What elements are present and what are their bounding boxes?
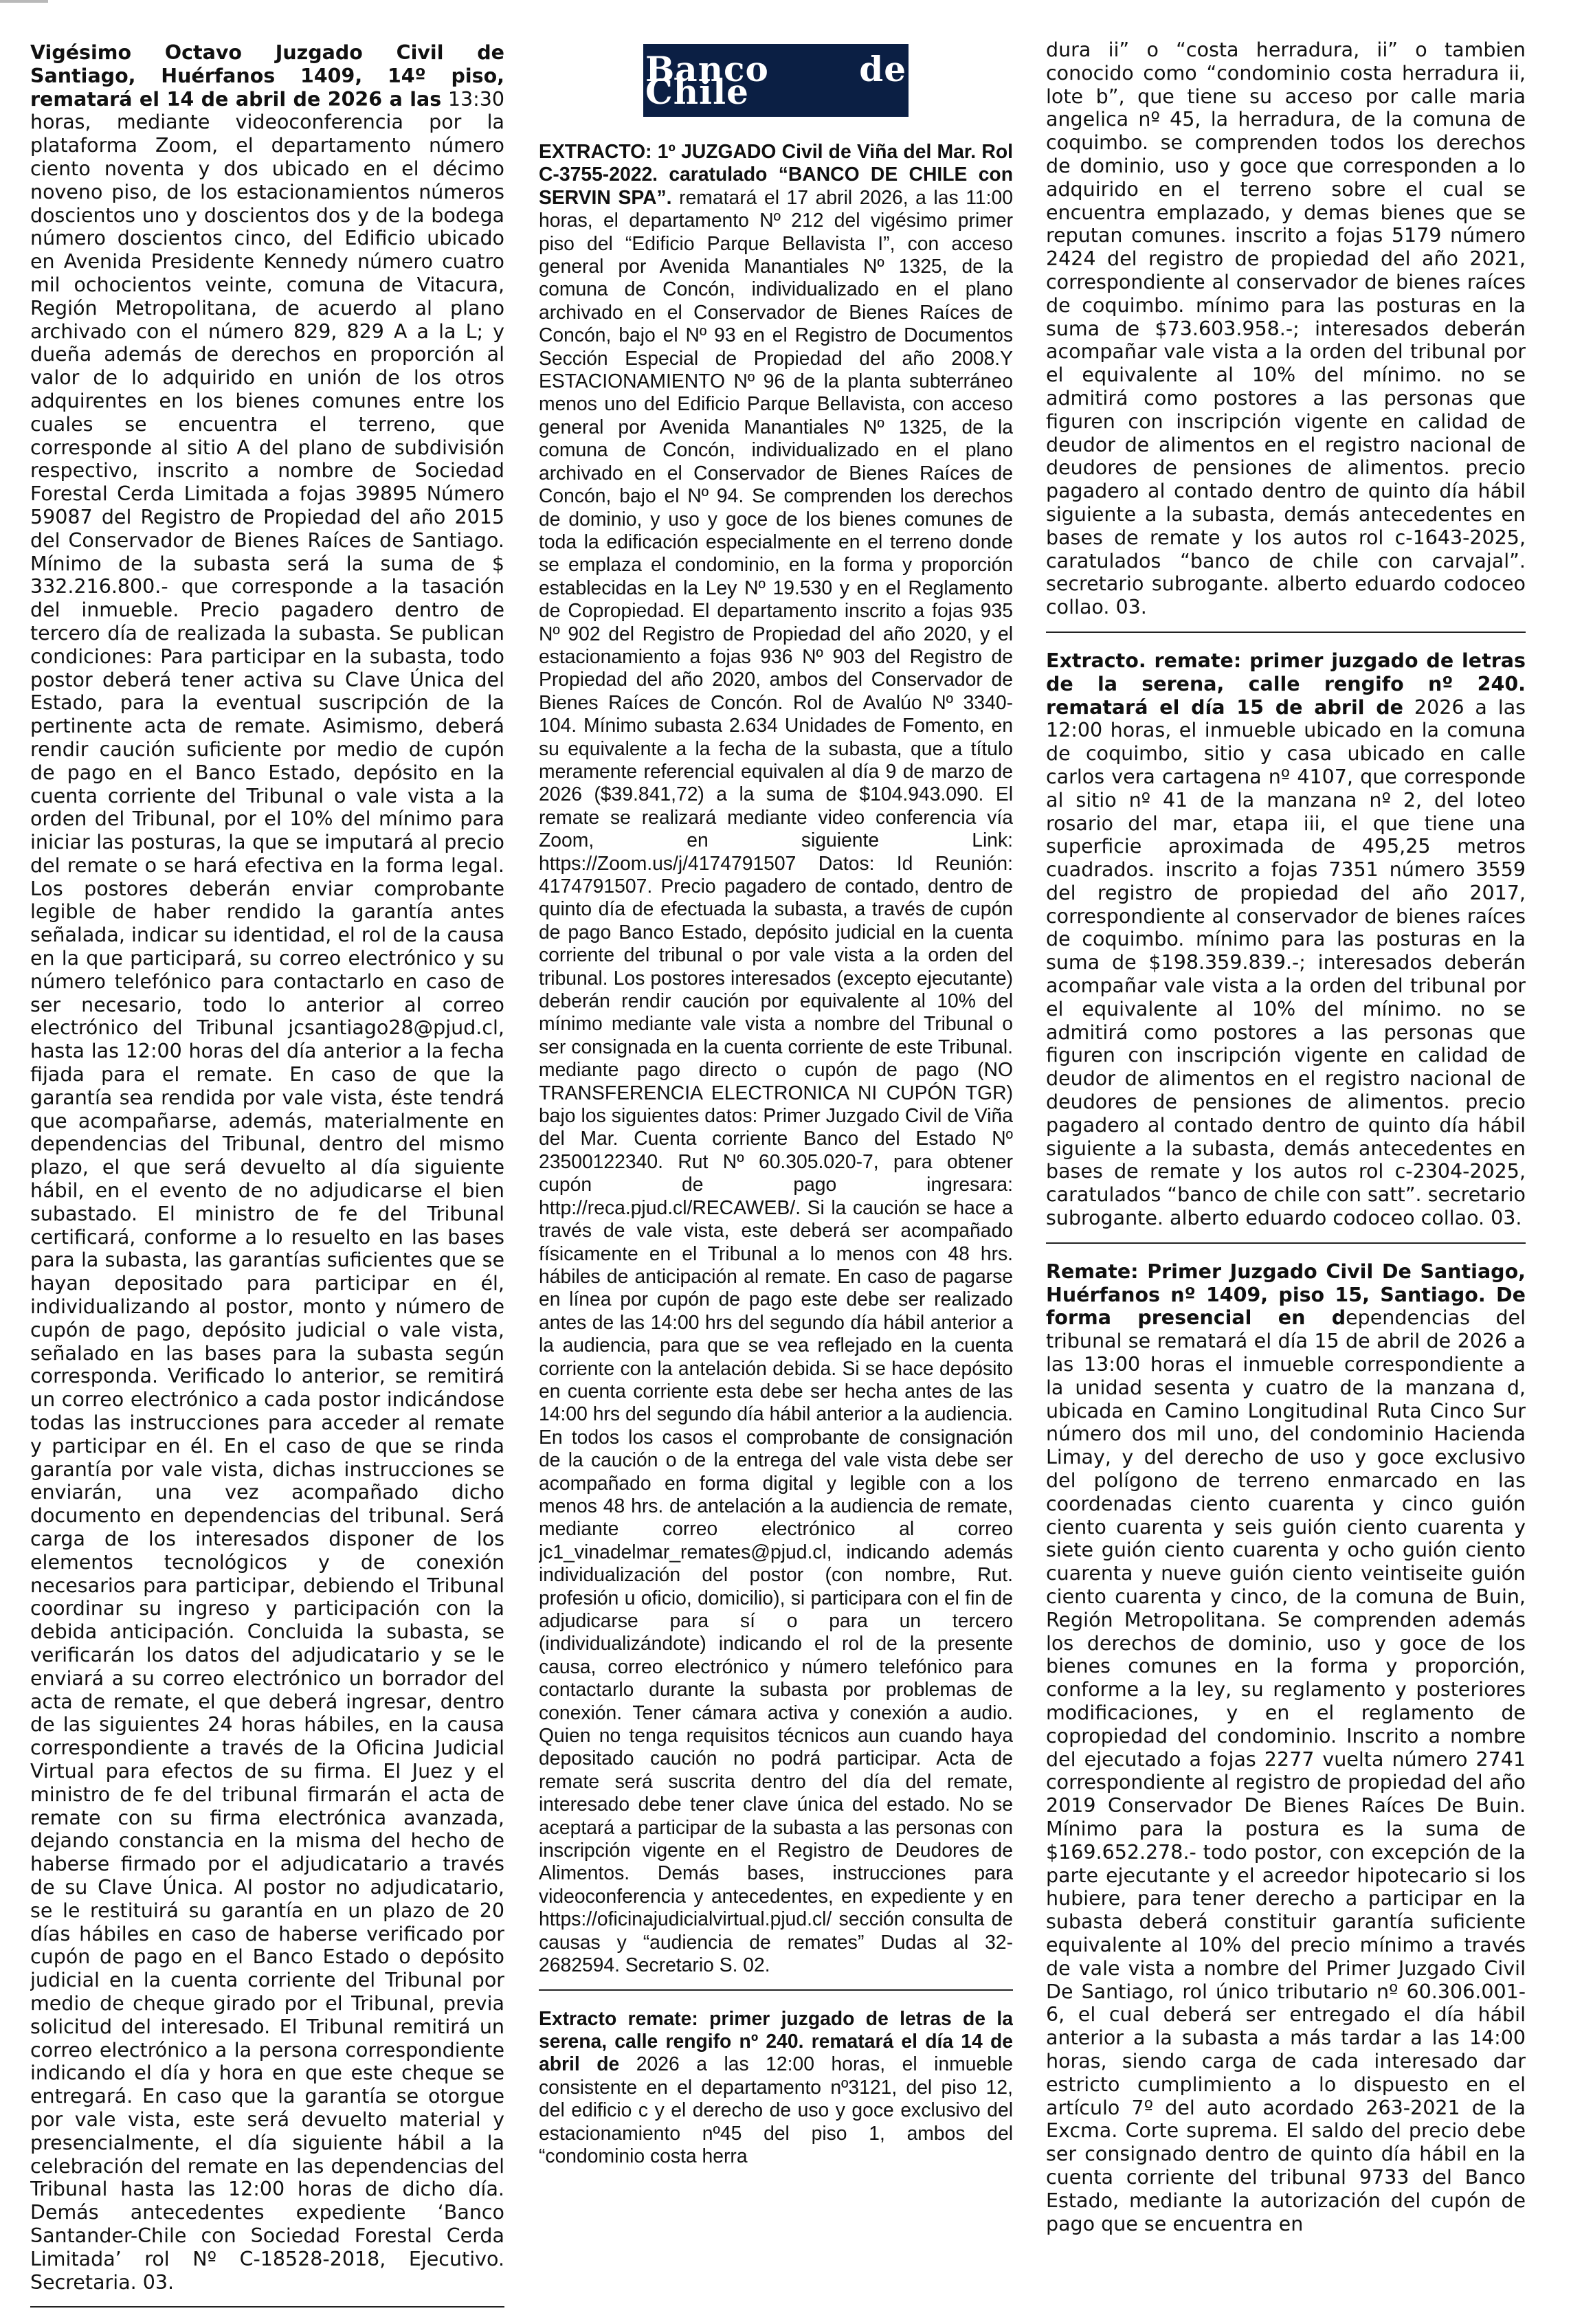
- notice-body: ependencias del tribunal se rematará el día 15 de abril de 2026 a las 13:00 horas el inmueble correspondiente a la unidad sesenta y cuatro de la manzana d, ubicada en Camino Longitudinal Ruta Cinco Sur número dos mil uno, del condominio Hacienda Limay, y del derecho de uso y goce exclusivo del polígono de terreno enmarcado en las coordenadas ciento cuarenta y cinco guión ciento cuarenta y seis guión ciento cuarenta y siete guión ciento cuarenta y ocho guión ciento cuarenta y nueve guión ciento veintiseite guión ciento cuarenta y cinco, de la comuna de Buin, Región Metropolitana. Se comprenden además los derechos de dominio, uso y goce de los bienes comunes en la forma y proporción, conforme a la ley, su reglamento y posteriores modificaciones, y en el reglamento de copropiedad del condominio. Inscrito a nombre del ejecutado a fojas 2277 vuelta número 2741 correspondiente al registro de propiedad del año 2019 Conservador De Bienes Raíces De Buin. Mínimo para la postura es la suma de $169.652.278.- todo postor, con excepción de la parte ejecutante y el acreedor hipotecario si los hubiere, para tener derecho a participar en la subasta deberá constituir garantía suficiente equivalente al 10% del precio mínimo a través de vale vista a nombre del Primer Juzgado Civil De Santiago, rol único tributario nº 60.306.001-6, el cual deberá ser entregado el día hábil anterior a la subasta a más tardar a las 14:00 horas, siendo carga de cada interesado dar estricto cumplimiento a lo dispuesto en el artículo 7º del auto acordado 263-2021 de la Excma. Corte suprema. El saldo del precio debe ser consignado dentro de quinto día hábil en la cuenta corriente del tribunal 9733 del Banco Estado, mediante la autorización del cupón de pago que se encuentra en: [1046, 1306, 1526, 2235]
- notice-divider: [539, 1989, 1013, 1991]
- notice-lead: Extracto remate: primer juzgado de letras de la serena, calle rengifo nº 240. rematará el día 14 de abril de: [539, 2007, 1013, 2075]
- notice-divider: [1046, 1242, 1526, 1244]
- notice-primer-juzgado-santiago: [1046, 1260, 1526, 2235]
- notice-body: 2026 a las 12:00 horas, el inmueble ubicado en la comuna de coquimbo, sitio y casa ubicado en calle carlos vera cartagena nº 4107, que corresponde al sitio nº 41 de la manzana nº 2, del loteo rosario del mar, etapa iii, el que tiene una superficie aproximada de 495,25 metros cuadrados. inscrito a fojas 7351 número 3559 del registro de propiedad del año 2017, correspondiente al conservador de bienes raíces de coquimbo. mínimo para las posturas en la suma de $198.359.839.-; interesados deberán acompañar vale vista a la orden del tribunal por el equivalente al 10% del mínimo. no se admitirá como postores a las personas que figuren con inscripción vigente en calidad de deudor de alimentos en el registro nacional de deudores de pensiones de alimentos. precio pagadero al contado dentro de quinto día hábil siguiente a la subasta, demás antecedentes en bases de remate y los autos rol c-2304-2025, caratulados “banco de chile con satt”. secretario subrogante. alberto eduardo codoceo collao. 03.: [1046, 695, 1526, 1230]
- notice-body: 13:30 horas, mediante videoconferencia por la plataforma Zoom, el departamento número ciento noventa y dos ubicado en el décimo noveno piso, de los estacionamientos números doscientos uno y doscientos dos y de la bodega número doscientos cinco, del Edificio ubicado en Avenida Presidente Kennedy número cuatro mil ochocientos veinte, comuna de Vitacura, Región Metropolitana, de acuerdo al plano archivado con el número 829, 829 A a la L; y dueña además de derechos en proporción al valor de lo adquirido en unión de los otros adquirentes en los bienes comunes entre los cuales se encuentra el terreno, que corresponde al sitio A del plano de subdivisión respectivo, inscrito a nombre de Sociedad Forestal Cerda Limitada a fojas 39895 Número 59087 del Registro de Propiedad del año 2015 del Conservador de Bienes Raíces de Santiago. Mínimo de la subasta será la suma de $ 332.216.800.- que corresponde a la tasación del inmueble. Precio pagadero dentro de tercero día de realizada la subasta. Se publican condiciones: Para participar en la subasta, todo postor deberá tener activa su Clave Única del Estado, para la eventual suscripción de la pertinente acta de remate. Asimismo, deberá rendir caución suficiente por medio de cupón de pago en el Banco Estado, depósito en la cuenta corriente del Tribunal o vale vista a la orden del Tribunal, por el 10% del mínimo para iniciar las posturas, la que se imputará al precio del remate o se hará efectiva en la forma legal. Los postores deberán enviar comprobante legible de haber rendido la garantía antes señalada, indicar su identidad, el rol de la causa en la que participará, su correo electrónico y su número telefónico para contactarlo en caso de ser necesario, todo lo anterior al correo electrónico del Tribunal jcsantiago28@pjud.cl, hasta las 12:00 horas del día anterior a la fecha fijada para el remate. En caso de que la garantía sea rendida por vale vista, éste tendrá que acompañarse, además, materialmente en dependencias del Tribunal, dentro del mismo plazo, el que será devuelto al día siguiente hábil, en el evento de no adjudicarse el bien subastado. El ministro de fe del Tribunal certificará, conforme a lo resuelto en las bases para la subasta, las garantías suficientes que se hayan depositado para participar en él, individualizando al postor, monto y número de cupón de pago, depósito judicial o vale vista, señalado en las bases para la subasta según corresponda. Verificado lo anterior, se remitirá un correo electrónico a cada postor indicándose todas las instrucciones para acceder al remate y participar en él. En el caso de que se rinda garantía por vale vista, dichas instrucciones se enviarán, una vez acompañado dicho documento en dependencias del tribunal. Será carga de los interesados disponer de los elementos tecnológicos y de conexión necesarios para participar, debiendo el Tribunal coordinar su ingreso y participación con la debida anticipación. Concluida la subasta, se verificarán los datos del adjudicatario y se le enviará a su correo electrónico un borrador del acta de remate, el que deberá ingresar, dentro de las siguientes 24 horas hábiles, en la causa correspondiente a través de la Oficina Judicial Virtual para efectos de su firma. El Juez y el ministro de fe del tribunal firmarán el acta de remate con su firma electrónica avanzada, dejando constancia en la misma del hecho de haberse firmado por el adjudicatario a través de su Clave Única. Al postor no adjudicatario, se le restituirá su garantía en un plazo de 20 días hábiles en caso de haberse verificado por cupón de pago en el Banco Estado o depósito judicial en la cuenta corriente del Tribunal por medio de cheque girado por el Tribunal, previa solicitud del interesado. El Tribunal remitirá un correo electrónico a la persona correspondiente indicando el día y hora en que este cheque se entregará. En caso que la garantía se otorgue por vale vista, este será devuelto material y presencialmente, el día siguiente hábil a la celebración del remate en las dependencias del Tribunal hasta las 12:00 horas de dicho día. Demás antecedentes expediente ‘Banco Santander-Chile con Sociedad Forestal Cerda Limitada’ rol Nº C-18528-2018, Ejecutivo. Secretaria. 03.: [30, 87, 504, 2294]
- notice-28-juzgado-santiago: [30, 41, 504, 2294]
- banco-de-chile-logo: Banco de Chile: [643, 44, 909, 117]
- notice-la-serena-14-abril: [539, 2007, 1013, 2168]
- notice-lead: Remate: Primer Juzgado Civil De Santiago, Huérfanos nº 1409, piso 15, Santiago. De forma presencial en d: [1046, 1260, 1526, 1330]
- notice-la-serena-14-abril-continued: dura ii” o “costa herradura, ii” o tambien conocido como “condominio costa herradura ii, lote b”, que tiene su acceso por calle maria angelica nº 45, la herradura, de la comuna de coquimbo. se comprenden todos los derechos de dominio, uso y goce que corresponden a lo adquirido en el terreno sobre el cual se encuentra emplazado, y demas bienes que se reputan comunes. inscrito a fojas 5179 número 2424 del registro de propiedad del año 2021, correspondiente al conservador de bienes raíces de coquimbo. mínimo para las posturas en la suma de $73.603.958.-; interesados deberán acompañar vale vista a la orden del tribunal por el equivalente al 10% del mínimo. no se admitirá como postores a las personas que figuren con inscripción vigente en calidad de deudor de alimentos en el registro nacional de deudores de pensiones de alimentos. precio pagadero al contado dentro de quinto día hábil siguiente a la subasta, demás antecedentes en bases de remate y los autos rol c-1643-2025, caratulados “banco de chile con carvajal”. secretario subrogante. alberto eduardo codoceo collao. 03.: [1046, 38, 1526, 619]
- column-1: [30, 41, 504, 2324]
- column-2: [539, 41, 1013, 2167]
- notice-vina-del-mar: [539, 140, 1013, 1977]
- notice-divider: [30, 2306, 504, 2308]
- column-3: [1046, 38, 1526, 2235]
- notice-lead: Extracto. remate: primer juzgado de letras de la serena, calle rengifo nº 240. rematará el día 15 de abril de: [1046, 649, 1526, 719]
- notice-body: 2026 a las 12:00 horas, el inmueble consistente en el departamento nº3121, del piso 12, del edificio c y el derecho de uso y goce exclusivo del estacionamiento nº45 del piso 1, ambos del “condominio costa herra: [539, 2053, 1013, 2167]
- notice-lead: Vigésimo Octavo Juzgado Civil de Santiago, Huérfanos 1409, 14º piso, rematará el 14 de abril de 2026 a las: [30, 41, 504, 111]
- notice-divider: [1046, 632, 1526, 633]
- notice-body: rematará el 17 abril 2026, a las 11:00 horas, el departamento Nº 212 del vigésimo primer piso del “Edificio Parque Bellavista I”, con acceso general por Avenida Manantiales Nº 1325, de la comuna de Concón, individualizado en el plano archivado en el Conservador de Bienes Raíces de Concón, bajo el Nº 93 en el Registro de Documentos Sección Especial de Propiedad del año 2008.Y ESTACIONAMIENTO Nº 96 de la planta subterráneo menos uno del Edificio Parque Bellavista, con acceso general por Avenida Manantiales Nº 1325, de la comuna de Concón, individualizado en el plano archivado en el Conservador de Bienes Raíces de Concón, bajo el Nº 94. Se comprenden los derechos de dominio, y uso y goce de los bienes comunes de toda la edificación especialmente en el terreno donde se emplaza el condominio, en la forma y proporción establecidas en la Ley Nº 19.530 y en el Reglamento de Copropiedad. El departamento inscrito a fojas 935 Nº 902 del Registro de Propiedad del año 2020, y el estacionamiento a fojas 936 Nº 903 del Registro de Propiedad del año 2020, ambos del Conservador de Bienes Raíces de Concón. Rol de Avalúo Nº 3340-104. Mínimo subasta 2.634 Unidades de Fomento, en su equivalente a la fecha de la subasta, que a título meramente referencial equivalen al día 9 de marzo de 2026 ($39.841,72) a la suma de $104.943.090. El remate se realizará mediante video conferencia vía Zoom, en siguiente Link: https://Zoom.us/j/4174791507 Datos: Id Reunión: 4174791507. Precio pagadero de contado, dentro de quinto día de efectuada la subasta, a través de cupón de pago Banco Estado, depósito judicial en la cuenta corriente del tribunal o por vale vista a la orden del tribunal. Los postores interesados (excepto ejecutante) deberán rendir caución por equivalente al 10% del mínimo mediante vale vista a nombre del Tribunal o ser consignada en la cuenta corriente de este Tribunal. mediante pago directo o cupón de pago (NO TRANSFERENCIA ELECTRONICA NI CUPÓN TGR) bajo los siguientes datos: Primer Juzgado Civil de Viña del Mar. Cuenta corriente Banco del Estado Nº 23500122340. Rut Nº 60.305.020-7, para obtener cupón de pago ingresara: http://reca.pjud.cl/RECAWEB/. Si la caución se hace a través de vale vista, este deberá ser acompañado físicamente en el Tribunal a lo menos con 48 hrs. hábiles de anticipación al remate. En caso de pagarse en línea por cupón de pago este debe ser realizado antes de las 14:00 hrs del segundo día hábil anterior a la audiencia, para que se vea reflejado en la cuenta corriente con la antelación debida. Si se hace depósito en cuenta corriente esta debe ser hecha antes de las 14:00 hrs del segundo día hábil anterior a la audiencia. En todos los casos el comprobante de consignación de la caución o de la entrega del vale vista debe ser acompañado en forma digital y legible con a los menos 48 hrs. de antelación a la audiencia de remate, mediante correo electrónico al correo jc1_vinadelmar_remates@pjud.cl, indicando además individualización del postor (con nombre, Rut. profesión u oficio, domicilio), si participara con el fin de adjudicarse para sí o para un tercero (individualizándote) indicando el rol de la presente causa, correo electrónico y número telefónico para contactarlo durante la subasta por problemas de conexión. Tener cámara activa y conexión a audio. Quien no tenga requisitos técnicos aun cuando haya depositado caución no podrá participar. Acta de remate será suscrita dentro del día del remate, interesado debe tener clave única del estado. No se aceptará a participar de la subasta a las personas con inscripción vigente en el Registro de Deudores de Alimentos. Demás bases, instrucciones para videoconferencia y antecedentes, en expediente y en https://oficinajudicialvirtual.pjud.cl/ sección consulta de causas y “audiencia de remates” Dudas al 32-2682594. Secretario S. 02.: [539, 186, 1013, 1976]
- page-corner-mark: [0, 0, 48, 3]
- notice-la-serena-15-abril: [1046, 649, 1526, 1230]
- notice-lead: EXTRACTO: 1º JUZGADO Civil de Viña del Mar. Rol C-3755-2022. caratulado “BANCO DE CHILE con SERVIN SPA”.: [539, 140, 1013, 208]
- banco-de-chile-ad-header: [539, 44, 1013, 117]
